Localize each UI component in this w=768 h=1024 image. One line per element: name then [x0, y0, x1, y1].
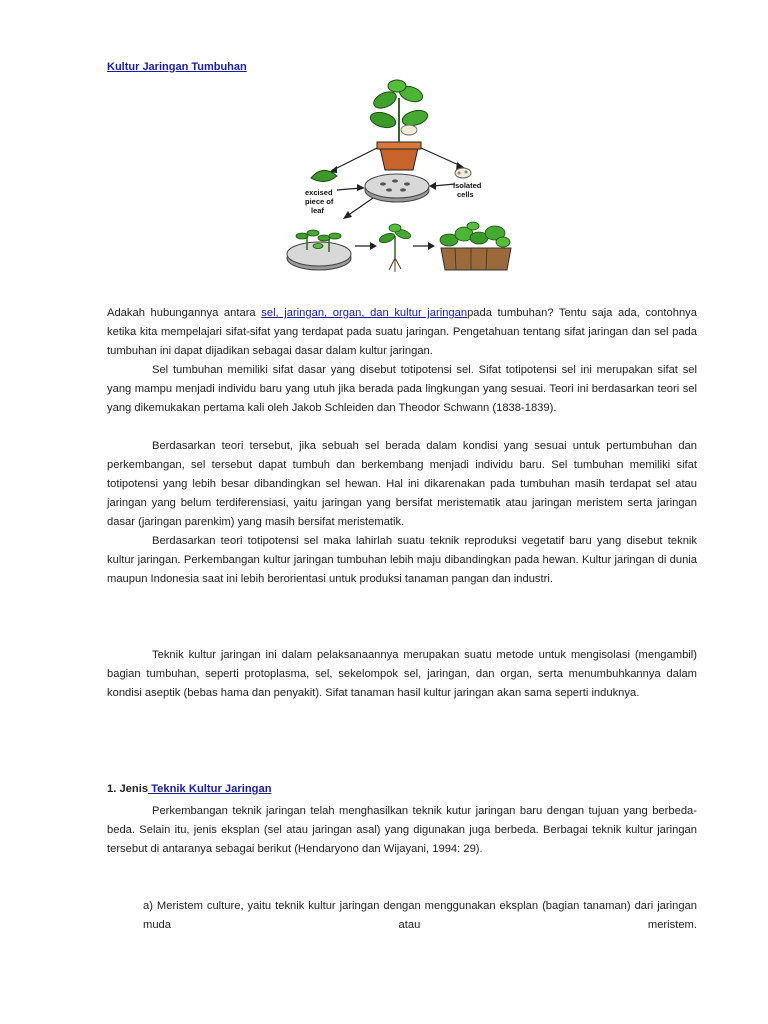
paragraph-jenis: Perkembangan teknik jaringan telah menghasilkan teknik kutur jaringan baru dengan tujuan yang berbeda-beda. Selain itu, jenis eksplan (sel atau jaringan asal) yang digunakan juga berbeda. Berbagai teknik kultur jaringan tersebut di antaranya sebagai berikut (Hendaryono dan Wijayani, 1994: 29).: [107, 805, 697, 855]
paragraph-totipotensi: Sel tumbuhan memiliki sifat dasar yang disebut totipotensi sel. Sifat totipotensi sel ini merupakan sifat sel yang mampu menjadi individu baru yang utuh jika berada pada lingkungan yang sesuai. Teori ini berdasarkan teori sel yang dikemukakan pertama kali oleh Jakob Schleiden dan Theodor Schwann (1838-1839).: [107, 364, 697, 414]
document-title-link[interactable]: Kultur Jaringan Tumbuhan: [107, 61, 247, 73]
section-1-link[interactable]: Teknik Kultur Jaringan: [148, 783, 272, 795]
intro-text-end: pada tumbuhan? Tentu saja ada, contohnya ketika kita mempelajari sifat-sifat yang terdapat pada suatu jaringan. Pengetahuan tentang sifat jaringan dan sel pada tumbuhan ini dapat dijadikan sebagai dasar dalam kultur jaringan.: [107, 307, 697, 357]
section-1-heading: [107, 783, 272, 795]
petri-dish-icon: [365, 174, 429, 202]
svg-text:isolated: isolated: [453, 181, 482, 190]
svg-text:cells: cells: [457, 190, 474, 199]
svg-text:piece of: piece of: [305, 197, 334, 206]
list-item-a: a) Meristem culture, yaitu teknik kultur jaringan dengan menggunakan eksplan (bagian tanaman) dari jaringan muda atau meristem.: [143, 900, 697, 931]
section-1-prefix: 1. Jenis: [107, 783, 149, 795]
tissue-culture-diagram: [285, 78, 517, 280]
paragraph-teknik: Teknik kultur jaringan ini dalam pelaksanaannya merupakan suatu metode untuk mengisolasi (mengambil) bagian tumbuhan, seperti protoplasma, sel, sekelompok sel, jaringan, dan organ, serta menumbuhkannya dalam kondisi aseptik (bebas hama dan penyakit). Sifat tanaman hasil kultur jaringan akan sama seperti induknya.: [107, 649, 697, 699]
rooted-plantlet-icon: [378, 224, 412, 272]
paragraph-teori: Berdasarkan teori tersebut, jika sebuah sel berada dalam kondisi yang sesuai untuk pertumbuhan dan perkembangan, sel tersebut dapat tumbuh dan berkembang menjadi individu baru. Sel tumbuhan memiliki sifat totipotensi yang lebih besar dibandingkan sel hewan. Hal ini dikarenakan pada tumbuhan masih terdapat sel atau jaringan yang belum terdiferensiasi, yaitu jaringan yang bersifat meristematik atau jaringan meristem serta jaringan dasar (jaringan parenkim) yang masih bersifat meristematik.: [107, 440, 697, 528]
svg-text:excised: excised: [305, 188, 333, 197]
intro-inline-link[interactable]: sel, jaringan, organ, dan kultur jaringan: [261, 307, 468, 319]
paragraph-intro: [107, 304, 697, 361]
seedling-tray-icon: [440, 222, 511, 270]
isolated-cells-icon: [455, 168, 471, 178]
svg-text:leaf: leaf: [311, 206, 324, 215]
plantlet-dish-icon: [287, 230, 351, 270]
paragraph-reproduksi: Berdasarkan teori totipotensi sel maka lahirlah suatu teknik reproduksi vegetatif baru yang disebut teknik kultur jaringan. Perkembangan kultur jaringan tumbuhan lebih maju dibandingkan pada hewan. Kultur jaringan di dunia maupun Indonesia saat ini lebih berorientasi untuk produksi tanaman pangan dan industri.: [107, 535, 697, 585]
potted-plant-icon: [369, 80, 430, 170]
intro-text-start: Adakah hubungannya antara: [107, 307, 262, 319]
